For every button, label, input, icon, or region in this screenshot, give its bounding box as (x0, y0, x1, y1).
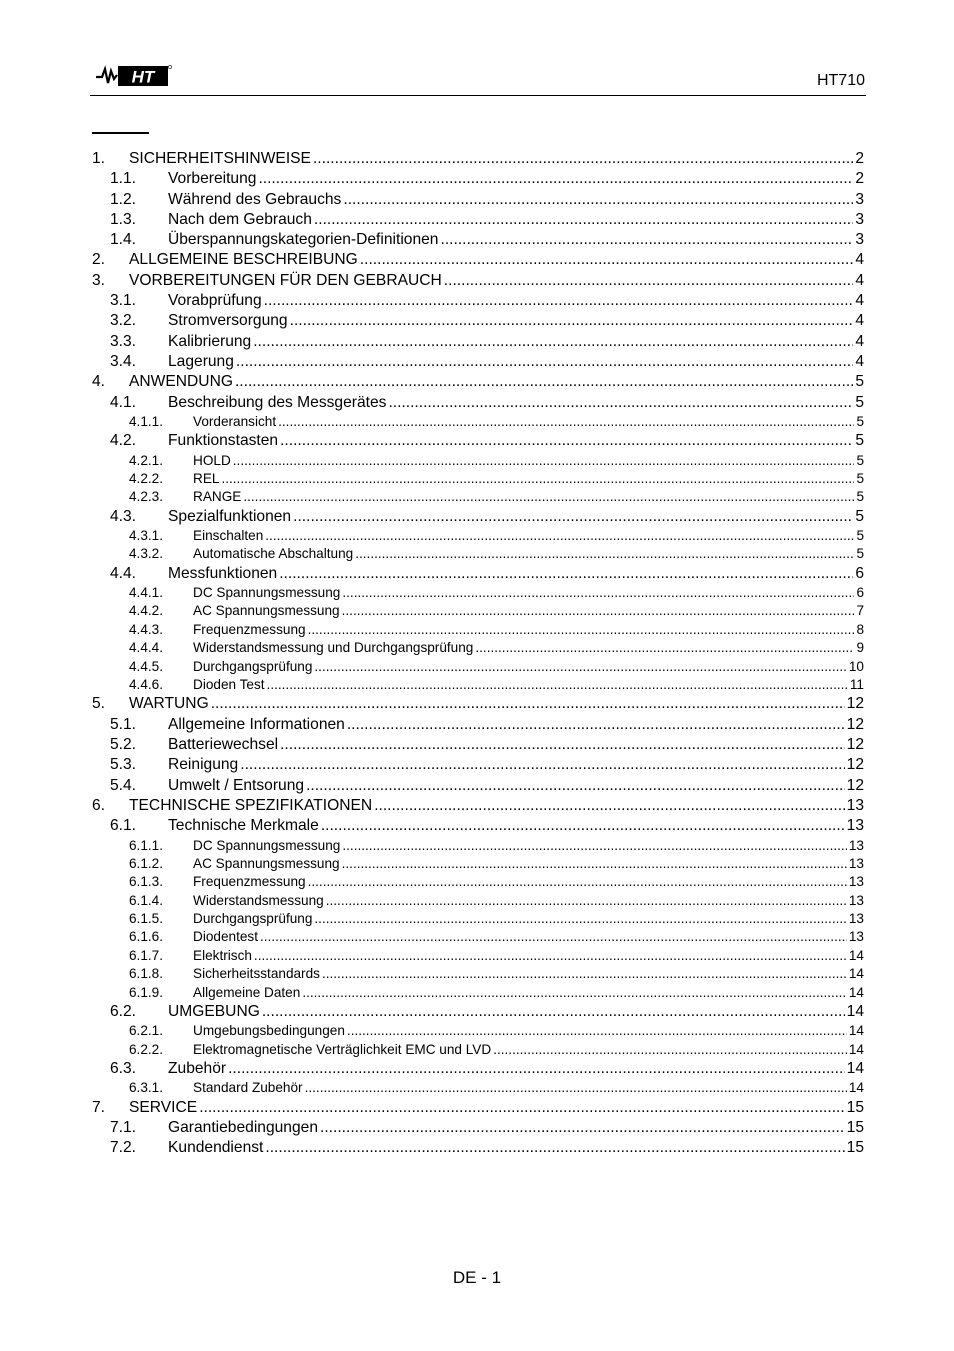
toc-entry[interactable] (90, 585, 864, 603)
toc-entry-page: 11 (849, 677, 864, 693)
toc-dot-leader (221, 471, 854, 486)
toc-entry-number: 6.1.6. (129, 929, 164, 945)
toc-entry-number: 1.1. (110, 170, 137, 188)
toc-entry-title: WARTUNG (129, 695, 209, 713)
toc-dot-leader (243, 489, 854, 504)
toc-dot-leader (265, 1139, 844, 1157)
toc-dot-leader (493, 1042, 847, 1057)
toc-entry-number: 4.2.1. (129, 452, 164, 468)
toc-dot-leader (278, 414, 854, 429)
toc-entry-page: 4 (855, 332, 864, 350)
toc-entry-title: Diodentest (193, 929, 258, 945)
toc-entry[interactable] (90, 528, 864, 546)
toc-entry-title: Zubehör (168, 1060, 227, 1078)
toc-dot-leader (211, 695, 845, 713)
toc-entry-title: Spezialfunktionen (168, 507, 292, 525)
toc-entry-number: 4. (92, 373, 106, 391)
toc-dot-leader (236, 353, 853, 371)
toc-entry[interactable] (90, 1042, 864, 1060)
toc-entry[interactable] (90, 985, 864, 1003)
toc-entry-number: 4.1.1. (129, 413, 164, 429)
toc-entry-page: 4 (855, 292, 864, 310)
toc-entry-page: 5 (855, 507, 864, 525)
toc-entry-number: 4.2. (110, 432, 137, 450)
toc-entry-page: 5 (855, 432, 864, 450)
toc-entry-title: Kalibrierung (168, 332, 252, 350)
toc-entry-title: ALLGEMEINE BESCHREIBUNG (129, 251, 358, 269)
toc-entry[interactable] (90, 716, 864, 736)
toc-dot-leader (253, 333, 853, 351)
toc-entry[interactable] (90, 471, 864, 489)
toc-entry-title: Beschreibung des Messgerätes (168, 393, 387, 411)
toc-entry[interactable] (90, 292, 864, 312)
toc-entry-number: 6.1.1. (129, 837, 164, 853)
toc-entry-page: 14 (848, 1080, 864, 1096)
toc-entry[interactable] (90, 489, 864, 507)
toc-entry-page: 5 (856, 546, 864, 562)
toc-entry-title: DC Spannungsmessung (193, 585, 341, 601)
toc-entry-number: 6.1.7. (129, 947, 164, 963)
toc-entry-page: 12 (846, 715, 864, 733)
toc-dot-leader (305, 1080, 847, 1095)
toc-dot-leader (342, 603, 855, 618)
toc-entry-title: Allgemeine Informationen (168, 715, 345, 733)
toc-entry[interactable] (90, 432, 864, 452)
toc-entry-number: 4.4. (110, 564, 137, 582)
toc-entry-number: 1.2. (110, 190, 137, 208)
title-underline (92, 132, 149, 134)
toc-entry-title: Batteriewechsel (168, 736, 279, 754)
toc-entry-number: 4.3.1. (129, 528, 164, 544)
model-name: HT710 (816, 72, 865, 89)
toc-entry-page: 7 (856, 603, 864, 619)
toc-entry-page: 4 (855, 352, 864, 370)
toc-entry-number: 6.2.2. (129, 1041, 164, 1057)
toc-entry-title: Messfunktionen (168, 564, 278, 582)
toc-entry-number: 6.1.9. (129, 984, 164, 1000)
toc-entry-number: 6.1. (110, 817, 137, 835)
toc-entry-title: Stromversorgung (168, 312, 288, 330)
toc-dot-leader (290, 312, 854, 330)
toc-dot-leader (322, 966, 847, 981)
toc-entry[interactable] (90, 756, 864, 776)
toc-dot-leader (265, 528, 854, 543)
toc-entry-number: 3.2. (110, 312, 137, 330)
toc-entry-number: 6.1.2. (129, 855, 164, 871)
toc-entry-number: 4.3. (110, 507, 137, 525)
toc-entry-title: SERVICE (129, 1098, 198, 1116)
toc-entry[interactable] (90, 373, 864, 393)
toc-entry-title: Standard Zubehör (193, 1080, 303, 1096)
toc-entry-title: Widerstandsmessung und Durchgangsprüfung (193, 640, 474, 656)
toc-entry-number: 4.4.2. (129, 603, 164, 619)
toc-entry-title: TECHNISCHE SPEZIFIKATIONEN (129, 796, 373, 814)
toc-entry[interactable] (90, 231, 864, 251)
toc-dot-leader (258, 170, 853, 188)
toc-dot-leader (302, 985, 847, 1000)
toc-entry-title: Technische Merkmale (168, 817, 319, 835)
toc-entry-number: 5.3. (110, 756, 137, 774)
toc-entry[interactable] (90, 394, 864, 414)
table-of-contents (90, 150, 864, 1160)
toc-dot-leader (374, 797, 844, 815)
toc-entry-number: 6.1.5. (129, 911, 164, 927)
ht-logo (94, 63, 172, 89)
toc-entry-title: ANWENDUNG (129, 373, 233, 391)
page-number: DE - 1 (452, 1268, 502, 1287)
toc-dot-leader (326, 893, 847, 908)
toc-entry-page: 6 (856, 585, 864, 601)
toc-entry-number: 4.1. (110, 393, 137, 411)
toc-entry-title: Vorbereitung (168, 170, 257, 188)
toc-dot-leader (313, 150, 853, 168)
toc-entry-page: 13 (848, 837, 864, 853)
toc-dot-leader (264, 292, 854, 310)
toc-entry-page: 5 (855, 373, 864, 391)
toc-entry[interactable] (90, 856, 864, 874)
toc-entry-number: 3.1. (110, 292, 137, 310)
toc-dot-leader (280, 432, 853, 450)
toc-entry-page: 8 (856, 621, 864, 637)
toc-entry-number: 5.4. (110, 776, 137, 794)
toc-dot-leader (267, 677, 848, 692)
toc-entry-number: 4.4.4. (129, 640, 164, 656)
toc-entry[interactable] (90, 1119, 864, 1139)
toc-entry-page: 5 (855, 393, 864, 411)
toc-entry[interactable] (90, 251, 864, 271)
toc-entry-title: Umwelt / Entsorung (168, 776, 305, 794)
toc-entry-page: 5 (856, 413, 864, 429)
toc-entry-number: 3.4. (110, 352, 137, 370)
toc-entry-title: Vorabprüfung (168, 292, 262, 310)
toc-dot-leader (355, 546, 854, 561)
toc-entry-page: 13 (848, 855, 864, 871)
toc-entry-page: 14 (848, 984, 864, 1000)
toc-entry-number: 2. (92, 251, 106, 269)
toc-dot-leader (342, 585, 854, 600)
toc-entry[interactable] (90, 1139, 864, 1159)
toc-entry-page: 3 (855, 190, 864, 208)
toc-entry-number: 6.2.1. (129, 1023, 164, 1039)
toc-dot-leader (342, 838, 847, 853)
toc-entry-title: Garantiebedingungen (168, 1119, 318, 1137)
toc-entry-number: 4.4.3. (129, 621, 164, 637)
toc-entry-title: Umgebungsbedingungen (193, 1023, 345, 1039)
toc-dot-leader (440, 231, 853, 249)
toc-entry[interactable] (90, 1080, 864, 1098)
toc-entry-title: Lagerung (168, 352, 234, 370)
toc-entry-page: 15 (846, 1139, 864, 1157)
toc-entry-title: Überspannungskategorien-Definitionen (168, 231, 439, 249)
toc-entry[interactable] (90, 565, 864, 585)
toc-entry-page: 5 (856, 528, 864, 544)
toc-entry[interactable] (90, 695, 864, 715)
toc-dot-leader (314, 659, 846, 674)
toc-entry-title: AC Spannungsmessung (193, 603, 340, 619)
toc-entry-number: 1. (92, 150, 106, 167)
toc-entry-number: 6.2. (110, 1003, 137, 1021)
toc-dot-leader (233, 453, 855, 468)
toc-dot-leader (280, 736, 845, 754)
toc-entry-title: Frequenzmessung (193, 874, 306, 890)
toc-dot-leader (199, 1099, 844, 1117)
toc-entry-page: 13 (846, 817, 864, 835)
toc-entry-page: 13 (846, 796, 864, 814)
toc-dot-leader (260, 929, 847, 944)
toc-entry-number: 6.1.3. (129, 874, 164, 890)
toc-entry-page: 14 (848, 1041, 864, 1057)
toc-entry-page: 3 (855, 231, 864, 249)
toc-entry-title: Einschalten (193, 528, 264, 544)
toc-entry-title: DC Spannungsmessung (193, 837, 341, 853)
toc-entry-title: Widerstandsmessung (193, 892, 324, 908)
toc-entry-number: 7.1. (110, 1119, 137, 1137)
toc-entry-page: 10 (848, 658, 864, 674)
toc-entry-page: 12 (846, 736, 864, 754)
toc-entry[interactable] (90, 1003, 864, 1023)
toc-dot-leader (235, 373, 853, 391)
toc-entry[interactable] (90, 893, 864, 911)
toc-dot-leader (347, 1023, 847, 1038)
toc-dot-leader (320, 1119, 845, 1137)
toc-entry-number: 7.2. (110, 1139, 137, 1157)
toc-entry[interactable] (90, 1023, 864, 1041)
toc-entry-page: 2 (855, 150, 864, 167)
toc-entry[interactable] (90, 312, 864, 332)
toc-entry[interactable] (90, 817, 864, 837)
toc-entry-title: REL (193, 470, 220, 486)
toc-entry-title: SICHERHEITSHINWEISE (129, 150, 311, 167)
toc-entry-title: AC Spannungsmessung (193, 855, 340, 871)
toc-entry-page: 15 (846, 1119, 864, 1137)
toc-entry-title: Sicherheitsstandards (193, 966, 320, 982)
toc-dot-leader (308, 622, 855, 637)
toc-dot-leader (347, 716, 845, 734)
toc-entry-page: 4 (855, 251, 864, 269)
toc-entry-title: Durchgangsprüfung (193, 658, 313, 674)
toc-entry[interactable] (90, 508, 864, 528)
toc-entry-title: Während des Gebrauchs (168, 190, 342, 208)
toc-entry-page: 14 (846, 1060, 864, 1078)
toc-entry-title: Frequenzmessung (193, 621, 306, 637)
toc-entry-title: VORBEREITUNGEN FÜR DEN GEBRAUCH (129, 271, 442, 289)
toc-entry-number: 1.4. (110, 231, 137, 249)
toc-entry-page: 5 (856, 489, 864, 505)
toc-entry-page: 12 (846, 776, 864, 794)
toc-entry-title: Dioden Test (193, 677, 265, 693)
toc-entry-page: 13 (848, 911, 864, 927)
toc-entry-page: 4 (855, 312, 864, 330)
toc-dot-leader (360, 251, 854, 269)
toc-entry-number: 6. (92, 796, 106, 814)
toc-entry-number: 5.2. (110, 736, 137, 754)
toc-entry-page: 14 (846, 1003, 864, 1021)
toc-entry-page: 13 (848, 892, 864, 908)
toc-entry-number: 6.3. (110, 1060, 137, 1078)
toc-entry-page: 6 (855, 564, 864, 582)
toc-entry-page: 13 (848, 874, 864, 890)
toc-entry[interactable] (90, 191, 864, 211)
toc-entry-title: Elektrisch (193, 947, 252, 963)
toc-entry-title: Elektromagnetische Verträglichkeit EMC und LVD (193, 1041, 492, 1057)
toc-entry[interactable] (90, 272, 864, 292)
toc-entry-title: UMGEBUNG (168, 1003, 260, 1021)
toc-dot-leader (314, 211, 853, 229)
toc-entry[interactable] (90, 797, 864, 817)
toc-entry-title: HOLD (193, 452, 231, 468)
toc-dot-leader (240, 756, 844, 774)
toc-dot-leader (388, 394, 853, 412)
toc-entry-title: Automatische Abschaltung (193, 546, 354, 562)
toc-entry-title: RANGE (193, 489, 242, 505)
toc-entry-number: 6.1.8. (129, 966, 164, 982)
toc-entry-page: 3 (855, 210, 864, 228)
toc-dot-leader (262, 1003, 845, 1021)
toc-entry-number: 4.4.5. (129, 658, 164, 674)
toc-dot-leader (444, 272, 854, 290)
toc-entry-number: 3.3. (110, 332, 137, 350)
toc-entry-page: 14 (848, 1023, 864, 1039)
toc-entry[interactable] (90, 1099, 864, 1119)
toc-entry[interactable] (90, 948, 864, 966)
toc-entry-page: 14 (848, 947, 864, 963)
toc-dot-leader (228, 1060, 845, 1078)
toc-entry[interactable] (90, 170, 864, 190)
toc-entry[interactable] (90, 874, 864, 892)
toc-entry-number: 6.3.1. (129, 1080, 164, 1096)
toc-entry-page: 12 (846, 756, 864, 774)
toc-entry[interactable] (90, 333, 864, 353)
toc-entry-number: 6.1.4. (129, 892, 164, 908)
toc-dot-leader (306, 777, 845, 795)
toc-entry[interactable] (90, 777, 864, 797)
toc-dot-leader (293, 508, 853, 526)
toc-entry[interactable] (90, 211, 864, 231)
toc-entry-page: 2 (855, 170, 864, 188)
toc-entry[interactable] (90, 966, 864, 984)
toc-entry-page: 12 (846, 695, 864, 713)
toc-dot-leader (279, 565, 853, 583)
toc-entry-page: 5 (856, 470, 864, 486)
toc-entry-number: 4.3.2. (129, 546, 164, 562)
toc-entry-number: 5.1. (110, 715, 137, 733)
toc-dot-leader (308, 874, 847, 889)
toc-entry[interactable] (90, 622, 864, 640)
toc-dot-leader (321, 817, 845, 835)
toc-entry-page: 9 (856, 640, 864, 656)
toc-dot-leader (342, 856, 847, 871)
toc-entry-title: Nach dem Gebrauch (168, 210, 312, 228)
toc-entry-title: Kundendienst (168, 1139, 264, 1157)
toc-entry-number: 5. (92, 695, 106, 713)
toc-dot-leader (314, 911, 846, 926)
toc-entry-title: Reinigung (168, 756, 239, 774)
toc-entry[interactable] (90, 659, 864, 677)
toc-entry-title: Allgemeine Daten (193, 984, 301, 1000)
logo-text: HT (131, 67, 155, 87)
toc-dot-leader (254, 948, 847, 963)
toc-entry-number: 7. (92, 1098, 106, 1116)
toc-dot-leader (475, 640, 854, 655)
toc-entry[interactable] (90, 736, 864, 756)
toc-entry-number: 4.2.2. (129, 470, 164, 486)
toc-entry[interactable] (90, 1060, 864, 1080)
toc-entry[interactable] (90, 677, 864, 695)
toc-entry-page: 13 (848, 929, 864, 945)
toc-dot-leader (343, 191, 853, 209)
page-header (90, 60, 866, 96)
toc-entry-number: 4.2.3. (129, 489, 164, 505)
toc-entry-number: 3. (92, 271, 106, 289)
toc-entry[interactable] (90, 453, 864, 471)
toc-entry[interactable] (90, 546, 864, 564)
toc-entry-number: 4.4.6. (129, 677, 164, 693)
toc-entry[interactable] (90, 838, 864, 856)
toc-entry[interactable] (90, 414, 864, 432)
toc-entry-number: 4.4.1. (129, 585, 164, 601)
toc-entry[interactable] (90, 150, 864, 170)
toc-entry-page: 15 (846, 1098, 864, 1116)
toc-entry[interactable] (90, 911, 864, 929)
toc-entry[interactable] (90, 603, 864, 621)
toc-entry-page: 4 (855, 271, 864, 289)
toc-entry[interactable] (90, 929, 864, 947)
toc-entry[interactable] (90, 353, 864, 373)
toc-entry-number: 1.3. (110, 210, 137, 228)
toc-entry-page: 14 (848, 966, 864, 982)
toc-entry-page: 5 (856, 452, 864, 468)
toc-entry-title: Vorderansicht (193, 413, 277, 429)
toc-entry-title: Durchgangsprüfung (193, 911, 313, 927)
toc-entry-title: Funktionstasten (168, 432, 279, 450)
toc-entry[interactable] (90, 640, 864, 658)
